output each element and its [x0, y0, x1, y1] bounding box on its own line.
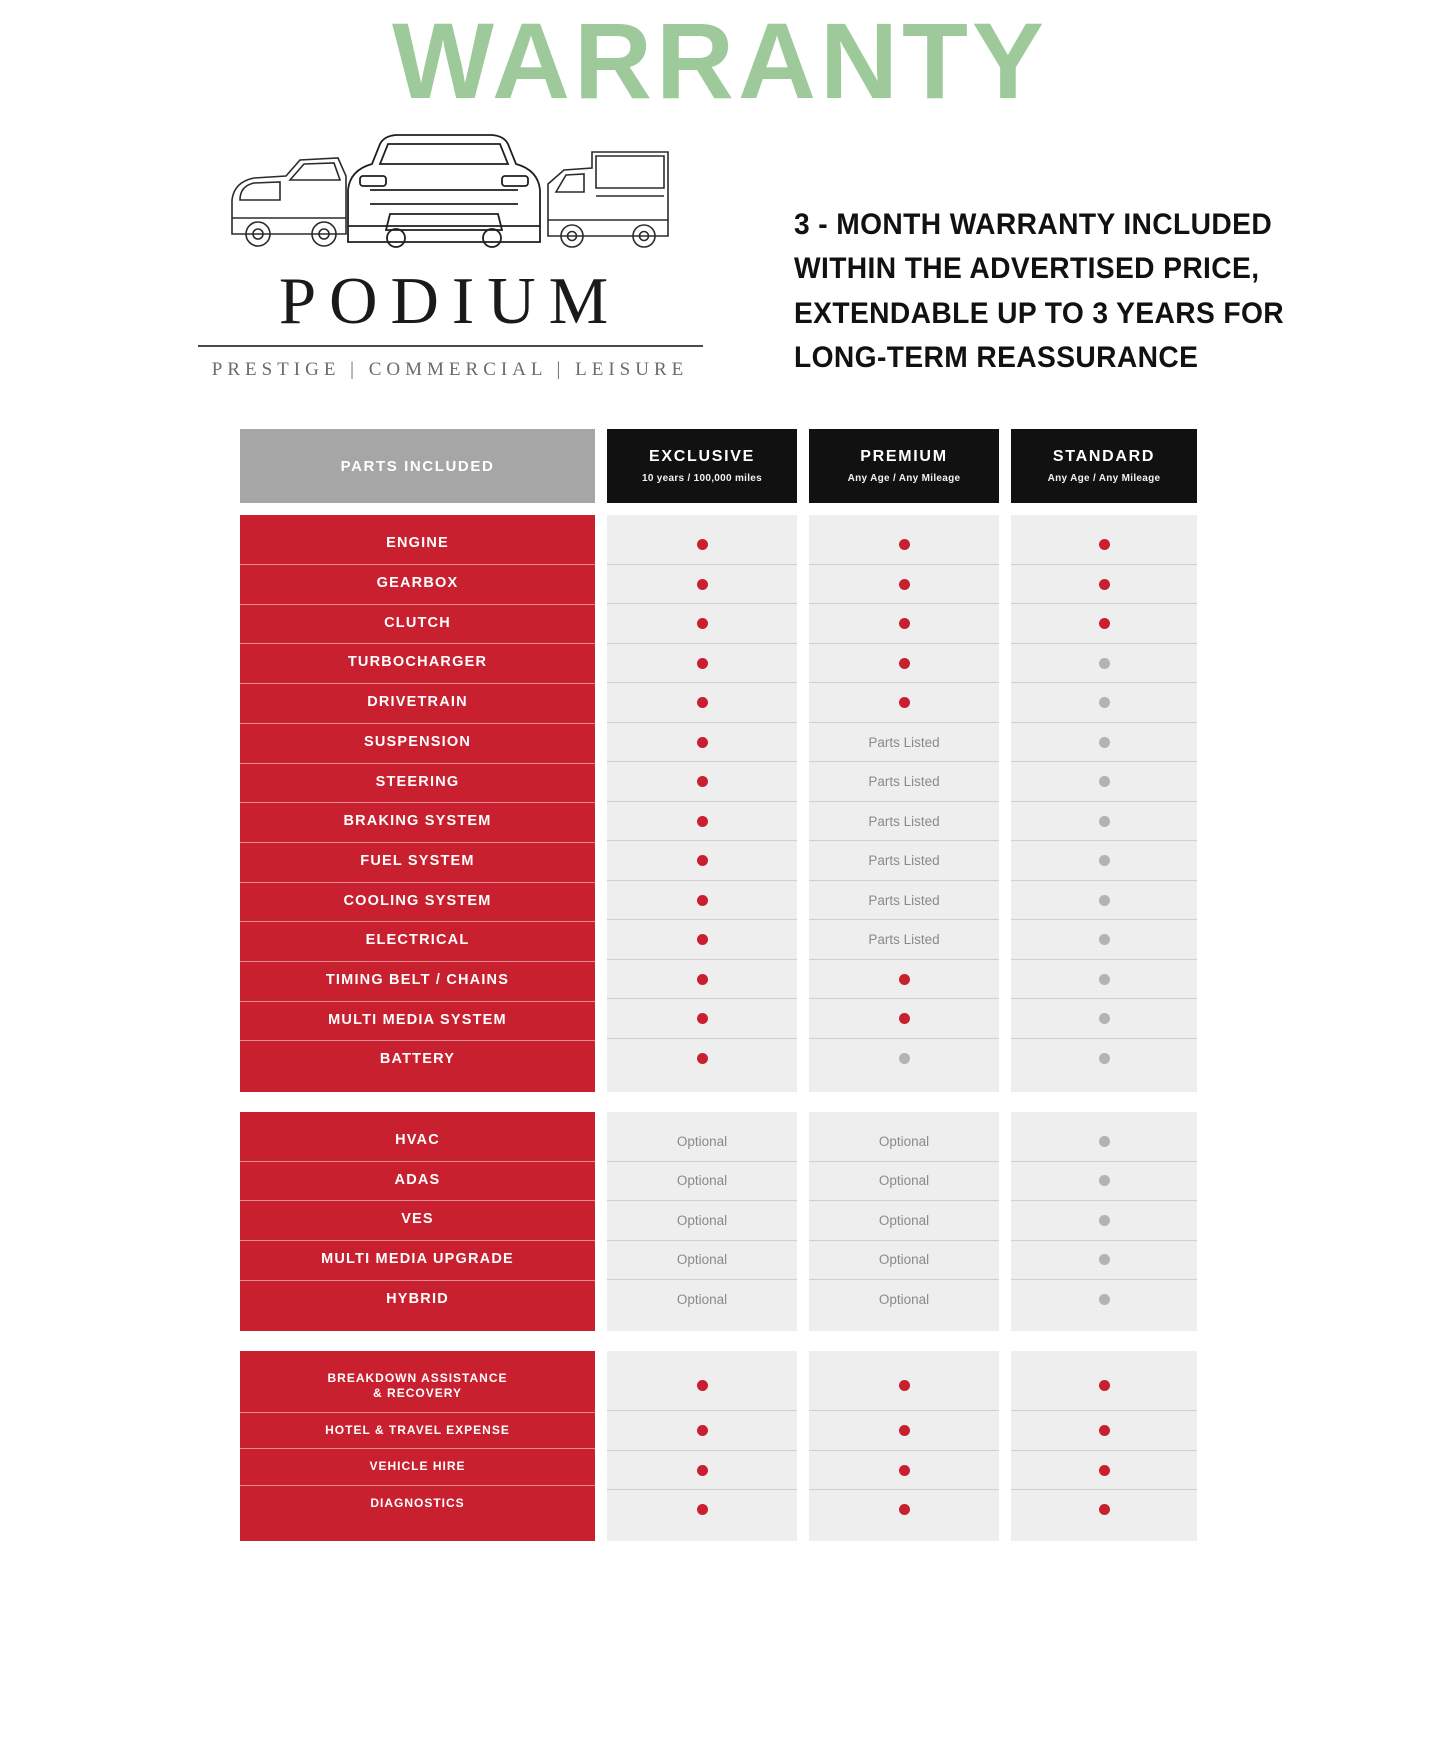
cell-text: Optional [809, 1279, 999, 1319]
cell [1011, 1161, 1197, 1201]
cell [1011, 722, 1197, 762]
included-dot-icon [697, 855, 708, 866]
section-values-assistance-premium [809, 1351, 999, 1541]
included-dot-icon [1099, 539, 1110, 550]
cell [809, 525, 999, 564]
not-included-dot-icon [1099, 1136, 1110, 1147]
cell-text: Parts Listed [809, 722, 999, 762]
cell [1011, 682, 1197, 722]
cell [1011, 1200, 1197, 1240]
warranty-tagline [794, 203, 1394, 379]
section-gap [240, 1092, 1197, 1112]
cell [1011, 1240, 1197, 1280]
row-label: BREAKDOWN ASSISTANCE & RECOVERY [327, 1371, 508, 1401]
not-included-dot-icon [1099, 934, 1110, 945]
cell [1011, 1122, 1197, 1161]
cell [1011, 1450, 1197, 1490]
cell [1011, 643, 1197, 683]
row-label: HOTEL & TRAVEL EXPENSE [240, 1412, 595, 1449]
row-label: CLUTCH [240, 604, 595, 644]
cell [809, 643, 999, 683]
not-included-dot-icon [1099, 855, 1110, 866]
cell-text: Parts Listed [809, 880, 999, 920]
plan-name: EXCLUSIVE [649, 448, 755, 466]
cell [607, 1038, 797, 1078]
cell [809, 1361, 999, 1410]
cell [607, 959, 797, 999]
not-included-dot-icon [1099, 776, 1110, 787]
cell-text: Optional [607, 1200, 797, 1240]
plan-terms: Any Age / Any Mileage [847, 473, 961, 485]
row-label: BATTERY [240, 1040, 595, 1080]
included-dot-icon [899, 579, 910, 590]
section-labels-optional-parts [240, 1112, 595, 1331]
cell [607, 722, 797, 762]
table-header-plan-exclusive[interactable] [607, 429, 797, 503]
not-included-dot-icon [1099, 1175, 1110, 1186]
table-grid [240, 429, 1440, 1541]
cell [607, 1489, 797, 1529]
included-dot-icon [899, 1013, 910, 1024]
column-spacer [595, 1112, 607, 1331]
cell-text: Optional [607, 1279, 797, 1319]
table-header-plan-premium[interactable] [809, 429, 999, 503]
cell [607, 998, 797, 1038]
column-spacer [797, 429, 809, 503]
section-values-optional-parts-premium [809, 1112, 999, 1331]
page-title: WARRANTY [392, 0, 1048, 121]
section-labels-assistance [240, 1351, 595, 1541]
cell-text: Parts Listed [809, 919, 999, 959]
row-label: DIAGNOSTICS [240, 1485, 595, 1522]
included-dot-icon [1099, 1504, 1110, 1515]
section-values-assistance-exclusive [607, 1351, 797, 1541]
row-label: HVAC [395, 1132, 440, 1149]
plan-terms: Any Age / Any Mileage [1047, 473, 1161, 485]
column-spacer [595, 515, 607, 1092]
cell [809, 1038, 999, 1078]
header-gap [240, 503, 1197, 515]
logo-divider [198, 345, 703, 347]
column-spacer [595, 1351, 607, 1541]
cell [1011, 959, 1197, 999]
included-dot-icon [697, 539, 708, 550]
table-header-plan-standard[interactable] [1011, 429, 1197, 503]
included-dot-icon [1099, 1380, 1110, 1391]
cell [607, 643, 797, 683]
not-included-dot-icon [1099, 658, 1110, 669]
included-dot-icon [697, 1053, 708, 1064]
row-label: BRAKING SYSTEM [240, 802, 595, 842]
cell [607, 801, 797, 841]
section-values-core-parts-premium [809, 515, 999, 1092]
row-label: SUSPENSION [240, 723, 595, 763]
column-spacer [999, 1351, 1011, 1541]
included-dot-icon [899, 697, 910, 708]
row-label: TIMING BELT / CHAINS [240, 961, 595, 1001]
cell [1011, 525, 1197, 564]
cell-text: Parts Listed [809, 840, 999, 880]
column-spacer [999, 429, 1011, 503]
not-included-dot-icon [1099, 895, 1110, 906]
page-title-wrap [0, 0, 1440, 121]
row-label: TURBOCHARGER [240, 643, 595, 683]
included-dot-icon [697, 579, 708, 590]
section-labels-core-parts [240, 515, 595, 1092]
cell [1011, 801, 1197, 841]
cell [1011, 840, 1197, 880]
row-label: DRIVETRAIN [240, 683, 595, 723]
plan-name: STANDARD [1052, 448, 1156, 466]
row-label: HYBRID [240, 1280, 595, 1320]
column-spacer [999, 1112, 1011, 1331]
cell [1011, 1489, 1197, 1529]
section-values-optional-parts-standard [1011, 1112, 1197, 1331]
cell [1011, 919, 1197, 959]
row-label: ELECTRICAL [240, 921, 595, 961]
section-values-optional-parts-exclusive [607, 1112, 797, 1331]
row-label: ADAS [240, 1161, 595, 1201]
included-dot-icon [1099, 618, 1110, 629]
row-label: VES [240, 1200, 595, 1240]
included-dot-icon [697, 974, 708, 985]
included-dot-icon [697, 895, 708, 906]
section-values-assistance-standard [1011, 1351, 1197, 1541]
included-dot-icon [697, 1013, 708, 1024]
cell [1011, 1410, 1197, 1450]
section-values-core-parts-standard [1011, 515, 1197, 1092]
included-dot-icon [697, 737, 708, 748]
not-included-dot-icon [1099, 1013, 1110, 1024]
section-values-core-parts-exclusive [607, 515, 797, 1092]
included-dot-icon [1099, 1465, 1110, 1476]
cell [809, 959, 999, 999]
cell [1011, 1279, 1197, 1319]
cell [1011, 1361, 1197, 1410]
included-dot-icon [899, 618, 910, 629]
cell [607, 525, 797, 564]
cell-text: Optional [607, 1161, 797, 1201]
not-included-dot-icon [1099, 1215, 1110, 1226]
cell [1011, 564, 1197, 604]
cell [607, 880, 797, 920]
included-dot-icon [899, 974, 910, 985]
row-label: MULTI MEDIA UPGRADE [240, 1240, 595, 1280]
cell [809, 682, 999, 722]
not-included-dot-icon [899, 1053, 910, 1064]
cell-text: Optional [878, 1133, 930, 1149]
cell [607, 1450, 797, 1490]
cell [1011, 998, 1197, 1038]
not-included-dot-icon [1099, 737, 1110, 748]
column-spacer [999, 515, 1011, 1092]
included-dot-icon [697, 1465, 708, 1476]
included-dot-icon [899, 1425, 910, 1436]
column-spacer [797, 1112, 809, 1331]
cell [809, 1489, 999, 1529]
row-label: COOLING SYSTEM [240, 882, 595, 922]
cell [607, 1361, 797, 1410]
cell [607, 919, 797, 959]
cell-text: Optional [809, 1240, 999, 1280]
cell [809, 1450, 999, 1490]
not-included-dot-icon [1099, 1294, 1110, 1305]
cell-text: Optional [809, 1161, 999, 1201]
podium-vehicles-illustration-icon [150, 127, 750, 262]
cell [607, 682, 797, 722]
cell [809, 1410, 999, 1450]
table-header-parts-included: PARTS INCLUDED [240, 429, 595, 503]
included-dot-icon [697, 1380, 708, 1391]
row-label: GEARBOX [240, 564, 595, 604]
cell [1011, 761, 1197, 801]
cell-text: Optional [676, 1133, 728, 1149]
included-dot-icon [899, 539, 910, 550]
header [0, 117, 1440, 381]
included-dot-icon [899, 658, 910, 669]
section-gap [240, 1331, 1197, 1351]
included-dot-icon [697, 1504, 708, 1515]
not-included-dot-icon [1099, 974, 1110, 985]
not-included-dot-icon [1099, 697, 1110, 708]
included-dot-icon [697, 697, 708, 708]
cell [809, 564, 999, 604]
cell-text: Parts Listed [809, 801, 999, 841]
column-spacer [797, 1351, 809, 1541]
not-included-dot-icon [1099, 1254, 1110, 1265]
cell [809, 998, 999, 1038]
logo-wordmark: PODIUM [278, 264, 622, 339]
included-dot-icon [899, 1380, 910, 1391]
cell [607, 840, 797, 880]
row-label: FUEL SYSTEM [240, 842, 595, 882]
cell [607, 761, 797, 801]
included-dot-icon [697, 776, 708, 787]
included-dot-icon [1099, 579, 1110, 590]
row-label: ENGINE [386, 535, 449, 552]
included-dot-icon [697, 618, 708, 629]
warranty-comparison-table [0, 429, 1440, 1541]
cell [809, 603, 999, 643]
cell [1011, 880, 1197, 920]
included-dot-icon [899, 1465, 910, 1476]
included-dot-icon [697, 816, 708, 827]
row-label: VEHICLE HIRE [240, 1448, 595, 1485]
included-dot-icon [1099, 1425, 1110, 1436]
cell-text: Parts Listed [809, 761, 999, 801]
column-spacer [797, 515, 809, 1092]
warranty-tagline-text: 3 - MONTH WARRANTY INCLUDED WITHIN THE ADVERTISED PRICE, EXTENDABLE UP TO 3 YEARS FOR LONG-TERM REASSURANCE [794, 208, 1285, 374]
included-dot-icon [899, 1504, 910, 1515]
cell [607, 603, 797, 643]
row-label: MULTI MEDIA SYSTEM [240, 1001, 595, 1041]
included-dot-icon [697, 1425, 708, 1436]
cell [1011, 1038, 1197, 1078]
plan-name: PREMIUM [860, 448, 948, 466]
included-dot-icon [697, 658, 708, 669]
cell [607, 564, 797, 604]
not-included-dot-icon [1099, 816, 1110, 827]
plan-terms: 10 years / 100,000 miles [641, 473, 763, 485]
row-label: STEERING [240, 763, 595, 803]
logo-strapline: PRESTIGE | COMMERCIAL | LEISURE [211, 359, 689, 381]
cell [1011, 603, 1197, 643]
column-spacer [595, 429, 607, 503]
brand-logo [150, 127, 750, 381]
included-dot-icon [697, 934, 708, 945]
cell-text: Optional [607, 1240, 797, 1280]
not-included-dot-icon [1099, 1053, 1110, 1064]
cell [607, 1410, 797, 1450]
cell-text: Optional [809, 1200, 999, 1240]
